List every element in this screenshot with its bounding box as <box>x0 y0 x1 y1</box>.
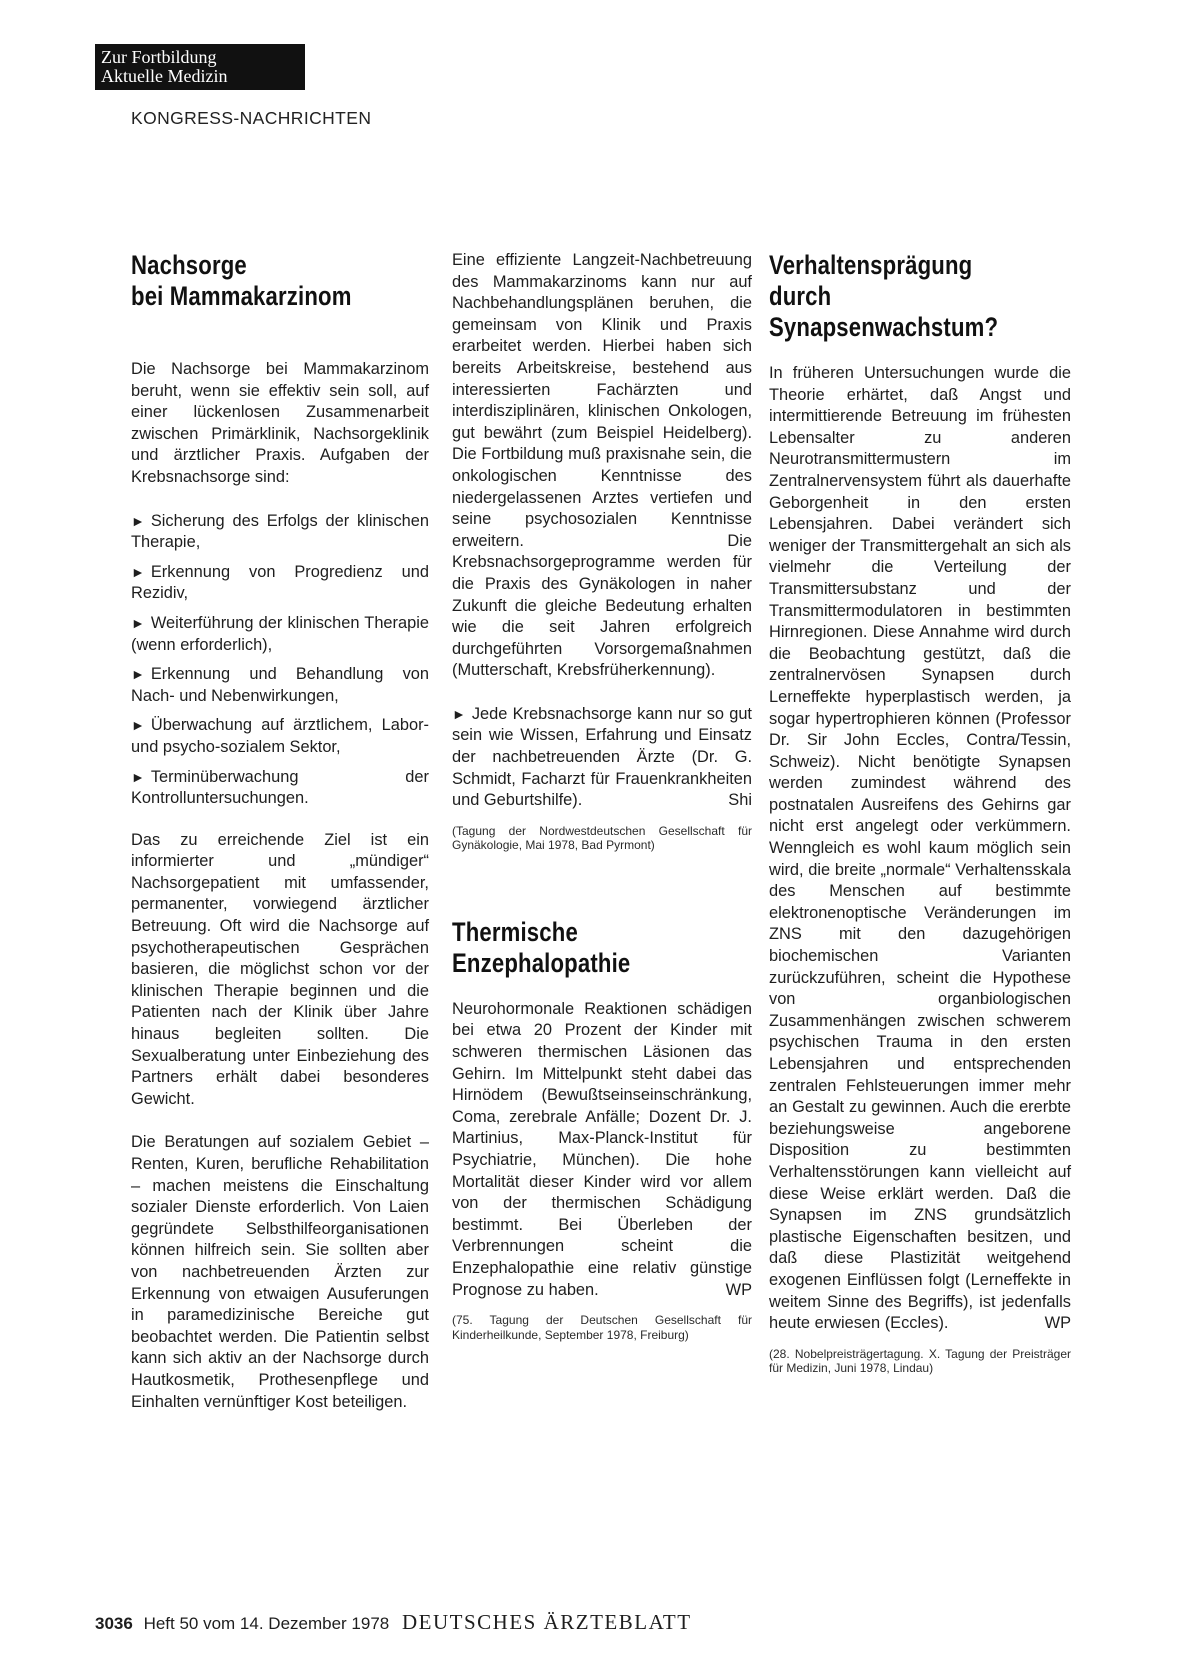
bullet-triangle-icon: ► <box>452 705 466 722</box>
title-line: bei Mammakarzinom <box>131 281 352 311</box>
list-item: ► Erkennung von Progredienz und Rezidiv, <box>131 562 429 603</box>
title-line: durch <box>769 281 832 311</box>
bullet-triangle-icon: ► <box>131 614 145 631</box>
bullet-triangle-icon: ► <box>131 768 145 785</box>
title-line: Synapsenwachstum? <box>769 312 999 342</box>
article-paragraph-conclusion: ► Jede Krebsnachsorge kann nur so gut sein wie Wissen, Erfahrung und Einsatz der nachbetreuenden Ärzte (Dr. G. Schmidt, Facharzt für Frauenkrankheiten und Geburtshilfe). Shi <box>452 704 752 812</box>
article-paragraph: Das zu erreichende Ziel ist ein informierter und „mündiger“ Nachsorgepatient mit umfassender, permanenter, vorwiegend ärztlicher Betreuung. Oft wird die Nachsorge auf psychotherapeutischen Gesprächen basieren, die möglichst schon vor der klinischen Therapie beginnen und die Patienten nach der Klinik über Jahre hinaus begleiten sollten. Die Sexualberatung unter Einbeziehung des Partners erhält dabei besonderes Gewicht. <box>131 830 429 1108</box>
issue-info: Heft 50 vom 14. Dezember 1978 <box>143 1614 390 1633</box>
article-paragraph: Eine effiziente Langzeit-Nachbetreuung des Mammakarzinoms kann nur auf Nachbehandlungsplänen beruhen, die gemeinsam von Klinik und Praxis erarbeitet werden. Hierbei haben sich bereits Arbeitskreise, bestehend aus interessierten Fachärzten und interdisziplinären, klinischen Onkologen, gut bewährt (zum Beispiel Heidelberg). Die Fortbildung muß praxisnahe sein, die onkologischen Kenntnisse des niedergelassenen Arztes vertiefen und seine psychosozialen Kenntnisse erweitern. Die Krebsnachsorgeprogramme werden für die Praxis des Gynäkologen in naher Zukunft die gleiche Bedeutung erhalten wie die seit Jahren erfolgreich durchgeführten Vorsorgemaßnahmen (Mutterschaft, Krebsfrüherkennung). <box>452 251 752 680</box>
title-line: Enzephalopathie <box>452 947 631 978</box>
title-line: Thermische <box>452 916 578 947</box>
list-item: ► Erkennung und Behandlung von Nach- und Nebenwirkungen, <box>131 665 429 705</box>
rubric-tag <box>95 44 305 90</box>
rubric-line-2: Aktuelle Medizin <box>101 66 228 86</box>
list-item: ► Überwachung auf ärztlichem, Labor- und psycho-sozialem Sektor, <box>131 716 429 756</box>
source-note: (Tagung der Nordwestdeutschen Gesellschaft für Gynäkologie, Mai 1978, Bad Pyrmont) <box>452 823 752 853</box>
task-list <box>131 511 429 810</box>
bullet-triangle-icon: ► <box>131 512 145 529</box>
article-mammakarzinom-col2 <box>452 250 752 1342</box>
page-number: 3036 <box>95 1614 133 1633</box>
bullet-triangle-icon: ► <box>131 666 145 683</box>
list-item: ► Sicherung des Erfolgs der klinischen Therapie, <box>131 511 429 552</box>
author-signature: Shi <box>728 791 752 810</box>
bullet-triangle-icon: ► <box>131 563 145 580</box>
source-note: (28. Nobelpreisträgertagung. X. Tagung der Preisträger für Medizin, Juni 1978, Lindau) <box>769 1346 1071 1376</box>
source-note: (75. Tagung der Deutschen Gesellschaft für Kinderheilkunde, September 1978, Freiburg) <box>452 1313 752 1342</box>
author-signature: WP <box>725 1280 752 1299</box>
article-body: In früheren Untersuchungen wurde die Theorie erhärtet, daß Angst und intermittierende Betreuung im frühesten Lebensalter zu anderen Neurotransmittermustern im Zentralnervensystem führt als dauerhafte Geborgenheit in den ersten Lebensjahren. Dabei verändert sich weniger der Transmittergehalt an sich als vielmehr die Verteilung der Transmittersubstanz und der Transmittermodulatoren in bestimmten Hirnregionen. Diese Annahme wird durch die Beobachtung gestützt, daß die zentralnervösen Synapsen durch Lerneffekte hyperplastisch werden, ja sogar hypertrophieren können (Professor Dr. Sir John Eccles, Contra/Tessin, Schweiz). Nicht benötigte Synapsen werden zumindest während des postnatalen Ausreifens des Gehirns gar nicht erst angelegt oder verkümmern. Wenngleich es wohl kaum möglich sein wird, die breite „normale“ Verhaltensskala des Menschen auf bestimmte elektronenoptische Veränderungen im ZNS mit den dazugehörigen biochemischen Varianten zurückzuführen, scheint die Hypothese von organbiologischen Zusammenhängen zwischen schwerem psychischen Trauma in den ersten Lebensjahren und entsprechenden zentralen Fehlsteuerungen immer mehr an Gestalt zu gewinnen. Auch die ererbte beziehungsweise angeborene Disposition zu bestimmten Verhaltensstörungen kann vielleicht auf diese Weise erklärt werden. Daß die Synapsen im ZNS grundsätzlich plastische Eigenschaften besitzen, und daß diese Plastizität weitgehend exogenen Einflüssen folgt (Lerneffekte in weitem Sinne des Begriffs), ist jedenfalls heute erwiesen (Eccles). WP <box>769 363 1071 1335</box>
magazine-name: DEUTSCHES ÄRZTEBLATT <box>401 1610 692 1634</box>
article-paragraph: Die Beratungen auf sozialem Gebiet – Renten, Kuren, berufliche Rehabilitation – machen meistens die Einschaltung sozialer Dienste erforderlich. Von Laien gegründete Selbsthilfeorganisationen können hilfreich sein. Sie sollten aber von nachbetreuenden Ärzten zur Erkennung von etwaigen Ausuferungen in paramedizinische Bereiche gut beobachtet werden. Die Patientin selbst kann sich aktiv an der Nachsorge durch Hautkosmetik, Prothesenpflege und Einhalten vernünftiger Kost beteiligen. <box>131 1133 429 1411</box>
list-item: ► Weiterführung der klinischen Therapie (wenn erforderlich), <box>131 613 429 654</box>
article-synapsen <box>769 250 1071 1376</box>
article-body: Neurohormonale Reaktionen schädigen bei etwa 20 Prozent der Kinder mit schweren thermischen Läsionen das Gehirn. Im Mittelpunkt steht dabei das Hirnödem (Bewußtseinseinschränkung, Coma, zerebrale Anfälle; Dozent Dr. J. Martinius, Max-Planck-Institut für Psychiatrie, München). Die hohe Mortalität dieser Kinder wird vor allem von der thermischen Schädigung bestimmt. Bei Überleben der Verbrennungen scheint die Enzephalopathie eine relativ günstige Prognose zu haben. WP <box>452 999 752 1301</box>
article-title-synapsen <box>769 250 1071 343</box>
article-mammakarzinom-col1 <box>131 250 429 1413</box>
article-title-enzephalopathie <box>452 917 752 979</box>
article-title-mammakarzinom <box>131 250 429 312</box>
bullet-triangle-icon: ► <box>131 717 145 734</box>
article-intro: Die Nachsorge bei Mammakarzinom beruht, wenn sie effektiv sein soll, auf einer lückenlosen Zusammenarbeit zwischen Primärklinik, Nachsorgeklinik und ärztlicher Praxis. Aufgaben der Krebsnachsorge sind: <box>131 360 429 486</box>
list-item: ► Terminüberwachung der Kontrolluntersuchungen. <box>131 767 429 808</box>
rubric-line-1: Zur Fortbildung <box>101 47 217 67</box>
author-signature: WP <box>1044 1314 1071 1333</box>
page-footer <box>95 1610 692 1635</box>
section-label: KONGRESS-NACHRICHTEN <box>131 108 372 128</box>
title-line: Verhaltensprägung <box>769 250 973 280</box>
title-line: Nachsorge <box>131 250 247 280</box>
